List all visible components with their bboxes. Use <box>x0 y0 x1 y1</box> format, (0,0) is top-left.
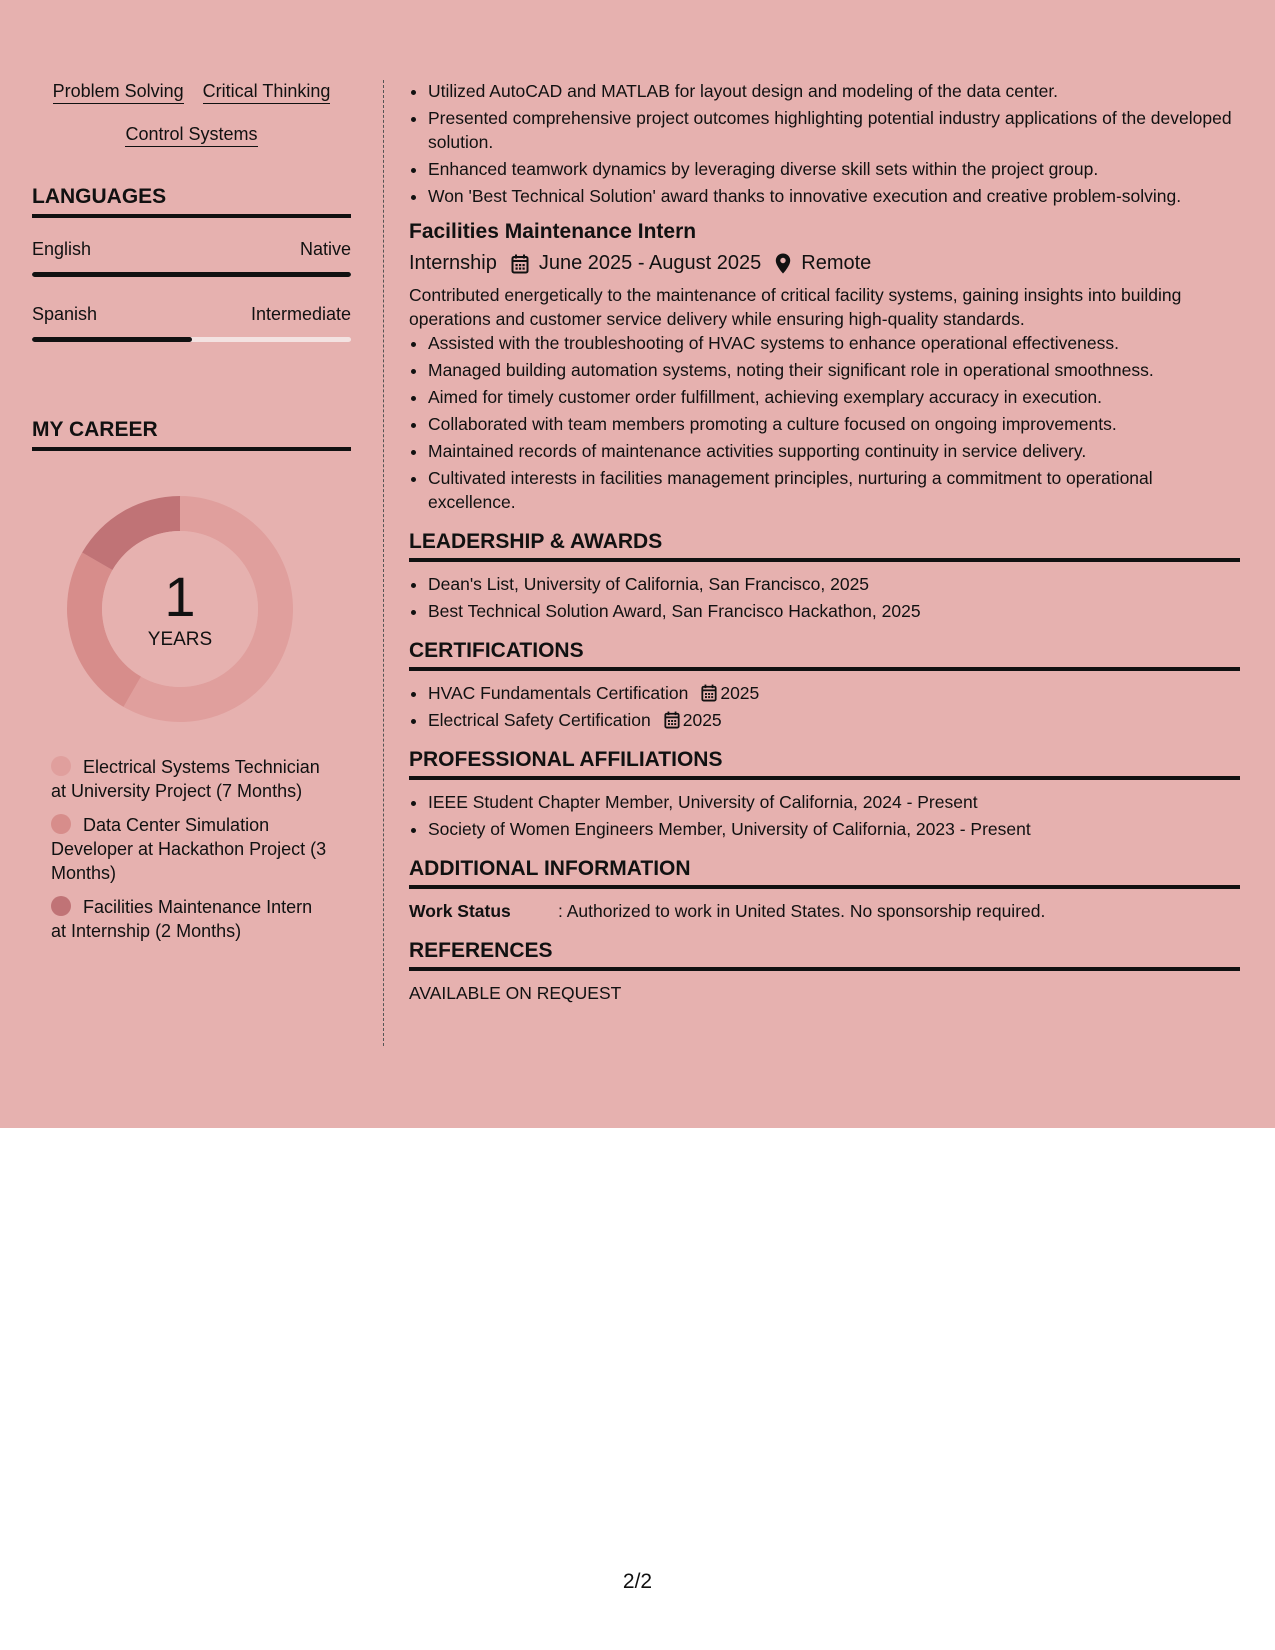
career-donut-chart <box>66 495 294 723</box>
languages-heading: LANGUAGES <box>32 185 351 218</box>
legend-label: Electrical Systems Technician at University Project (7 Months) <box>51 757 320 801</box>
certification-year: 2025 <box>720 683 760 703</box>
language-proficiency-bar <box>32 337 351 342</box>
certifications-list <box>409 681 1240 732</box>
language-proficiency-bar <box>32 272 351 277</box>
legend-item <box>51 813 331 885</box>
list-item <box>428 708 1240 732</box>
list-item: • Best Technical Solution Award, San Francisco Hackathon, 2025 <box>428 599 1240 623</box>
work-status-value: : Authorized to work in United States. No sponsorship required. <box>558 901 1046 921</box>
language-level: Native <box>299 239 351 259</box>
legend-dot <box>51 756 71 776</box>
work-status-row <box>409 899 1240 923</box>
page-number: 2/2 <box>622 1570 653 1593</box>
career-years-unit: YEARS <box>147 629 213 650</box>
legend-label: Facilities Maintenance Intern at Internship (2 Months) <box>51 897 313 941</box>
career-heading: MY CAREER <box>32 418 351 451</box>
job-bullets <box>409 331 1240 514</box>
certification-name: • HVAC Fundamentals Certification <box>428 683 689 703</box>
leadership-heading: LEADERSHIP & AWARDS <box>409 530 1240 562</box>
career-years-value: 1 <box>164 565 196 628</box>
certifications-heading: CERTIFICATIONS <box>409 639 1240 671</box>
leadership-list <box>409 572 1240 623</box>
calendar-icon <box>701 684 717 702</box>
language-level: Intermediate <box>250 304 351 324</box>
list-item: • IEEE Student Chapter Member, University of California, 2024 - Present <box>428 790 1240 814</box>
list-item: • Cultivated interests in facilities management principles, nurturing a commitment to operational excellence. <box>428 466 1240 514</box>
list-item: • Dean's List, University of California, San Francisco, 2025 <box>428 572 1240 596</box>
list-item: • Maintained records of maintenance activities supporting continuity in service delivery. <box>428 439 1240 463</box>
legend-dot <box>51 814 71 834</box>
list-item: • Collaborated with team members promoting a culture focused on ongoing improvements. <box>428 412 1240 436</box>
skill-tag: Control Systems <box>125 123 257 147</box>
career-legend <box>32 755 351 943</box>
previous-job-bullets <box>409 79 1240 208</box>
references-text: AVAILABLE ON REQUEST <box>409 983 622 1003</box>
language-proficiency-fill <box>32 272 351 277</box>
legend-dot <box>51 896 71 916</box>
legend-label: Data Center Simulation Developer at Hackathon Project (3 Months) <box>51 815 327 883</box>
work-status-key: Work Status <box>409 901 511 921</box>
list-item: • Presented comprehensive project outcomes highlighting potential industry applications of the developed solution. <box>428 106 1240 154</box>
calendar-icon <box>511 254 529 274</box>
job-company: Internship <box>409 252 497 274</box>
certification-name: • Electrical Safety Certification <box>428 710 651 730</box>
language-item <box>32 303 351 342</box>
certification-year: 2025 <box>682 710 722 730</box>
right-column <box>409 79 1240 1005</box>
list-item: • Society of Women Engineers Member, University of California, 2023 - Present <box>428 817 1240 841</box>
additional-info-heading: ADDITIONAL INFORMATION <box>409 857 1240 889</box>
job-description: Contributed energetically to the maintenance of critical facility systems, gaining insights into building operations and customer service delivery while ensuring high-quality standards. <box>409 285 1182 329</box>
job-meta <box>409 252 1240 275</box>
left-column <box>32 80 351 953</box>
job-title: Facilities Maintenance Intern <box>409 220 697 243</box>
list-item: • Utilized AutoCAD and MATLAB for layout design and modeling of the data center. <box>428 79 1240 103</box>
job-dates: June 2025 - August 2025 <box>538 252 762 274</box>
skills-list <box>32 80 351 147</box>
job-location: Remote <box>801 252 872 274</box>
list-item: • Assisted with the troubleshooting of HVAC systems to enhance operational effectiveness. <box>428 331 1240 355</box>
affiliations-list <box>409 790 1240 841</box>
references-heading: REFERENCES <box>409 939 1240 971</box>
legend-item <box>51 895 331 943</box>
list-item: • Enhanced teamwork dynamics by leveraging diverse skill sets within the project group. <box>428 157 1240 181</box>
list-item: • Aimed for timely customer order fulfillment, achieving exemplary accuracy in execution. <box>428 385 1240 409</box>
skill-tag: Problem Solving <box>53 80 184 104</box>
list-item: • Won 'Best Technical Solution' award thanks to innovative execution and creative problem-solving. <box>428 184 1240 208</box>
list-item: • Managed building automation systems, noting their significant role in operational smoothness. <box>428 358 1240 382</box>
legend-item <box>51 755 331 803</box>
location-pin-icon <box>775 253 791 274</box>
affiliations-heading: PROFESSIONAL AFFILIATIONS <box>409 748 1240 780</box>
column-divider <box>383 80 384 1046</box>
skill-tag: Critical Thinking <box>203 80 331 104</box>
language-proficiency-fill <box>32 337 192 342</box>
language-item <box>32 238 351 277</box>
language-name: English <box>32 239 92 259</box>
list-item <box>428 681 1240 705</box>
language-name: Spanish <box>32 304 98 324</box>
calendar-icon <box>664 711 680 729</box>
